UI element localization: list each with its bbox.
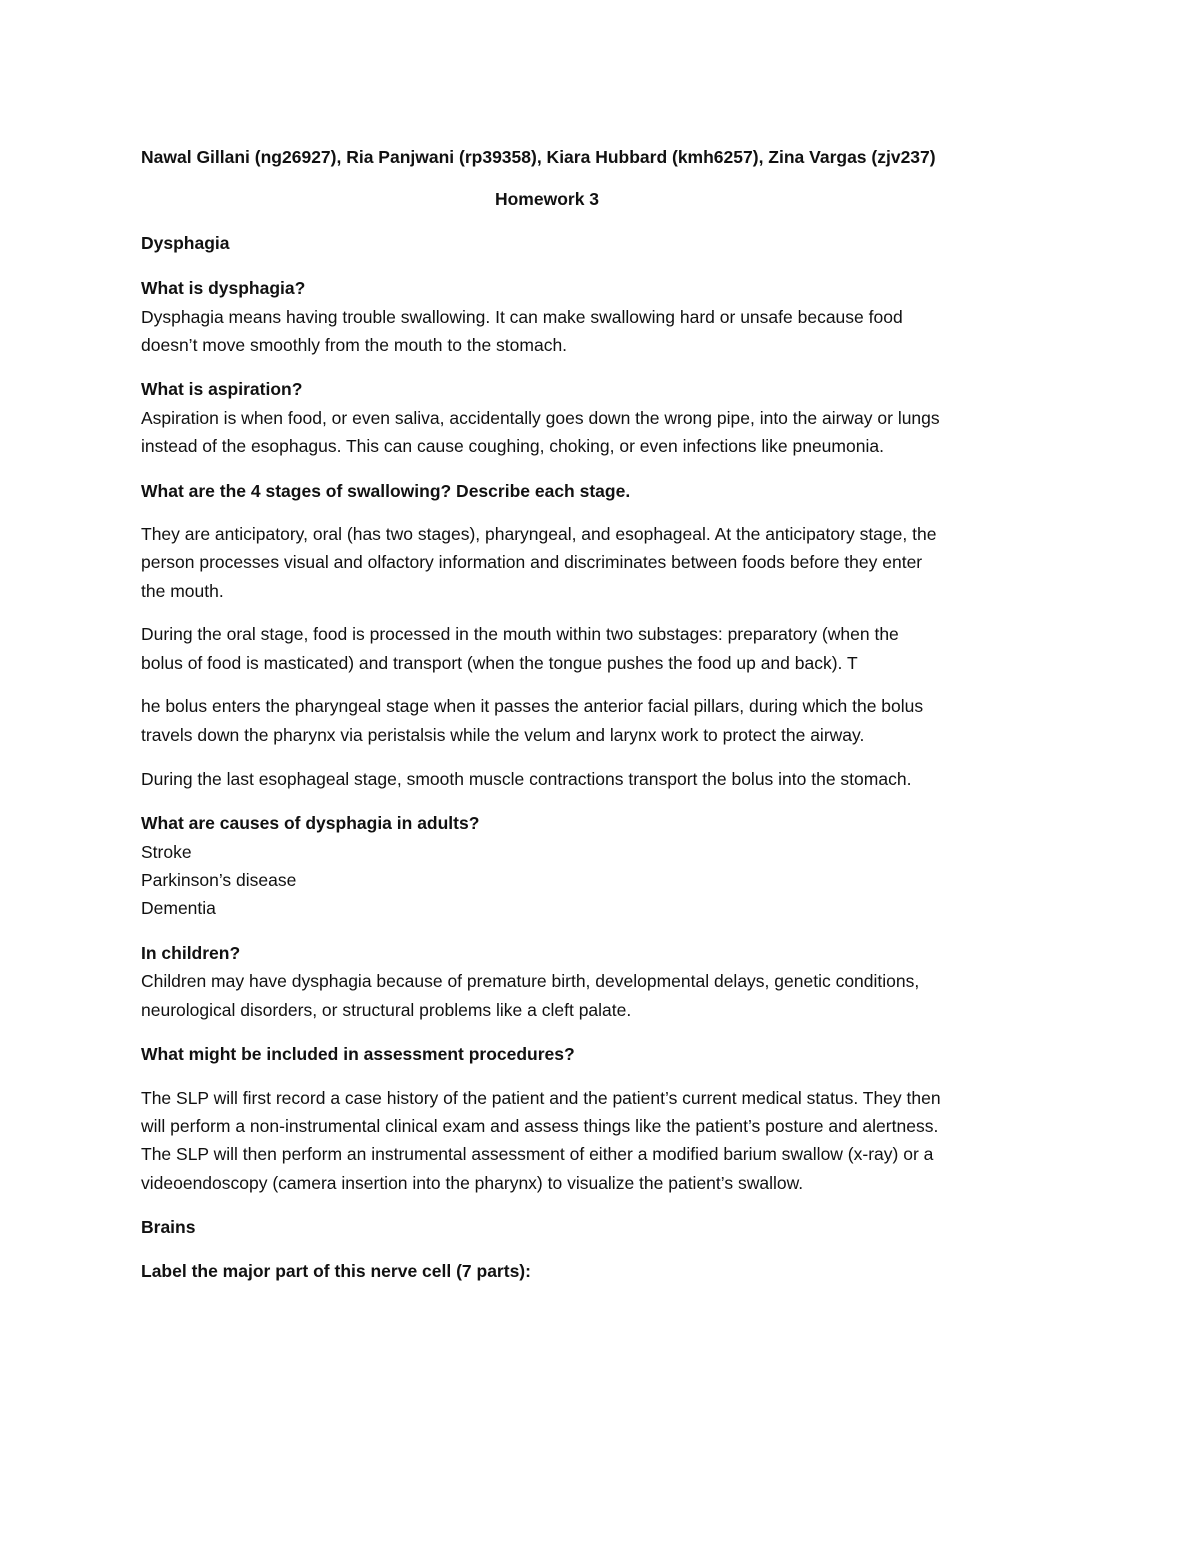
section-heading-brains: Brains	[141, 1217, 196, 1237]
question-causes-adults: What are causes of dysphagia in adults?	[141, 813, 480, 833]
answer-line: Children may have dysphagia because of premature birth, developmental delays, genetic conditions,	[141, 971, 920, 991]
answer-line: videoendoscopy (camera insertion into the pharynx) to visualize the patient’s swallow.	[141, 1173, 804, 1193]
answer-line: neurological disorders, or structural problems like a cleft palate.	[141, 1000, 632, 1020]
answer-line: doesn’t move smoothly from the mouth to the stomach.	[141, 335, 568, 355]
answer-line: the mouth.	[141, 581, 224, 601]
section-heading-dysphagia: Dysphagia	[141, 233, 230, 253]
question-what-is-aspiration: What is aspiration?	[141, 379, 303, 399]
list-item: Parkinson’s disease	[141, 870, 297, 890]
answer-line: The SLP will first record a case history of the patient and the patient’s current medical status. They then	[141, 1088, 941, 1108]
question-assessment-procedures: What might be included in assessment procedures?	[141, 1044, 575, 1064]
question-stages-of-swallowing: What are the 4 stages of swallowing? Describe each stage.	[141, 481, 631, 501]
authors-line: Nawal Gillani (ng26927), Ria Panjwani (rp39358), Kiara Hubbard (kmh6257), Zina Vargas (zjv237)	[141, 147, 936, 167]
question-label-nerve-cell: Label the major part of this nerve cell (7 parts):	[141, 1261, 531, 1281]
document-title: Homework 3	[494, 189, 600, 209]
answer-line: They are anticipatory, oral (has two stages), pharyngeal, and esophageal. At the anticipatory stage, the	[141, 524, 937, 544]
question-in-children: In children?	[141, 943, 241, 963]
answer-line: will perform a non-instrumental clinical exam and assess things like the patient’s posture and alertness.	[141, 1116, 939, 1136]
answer-line: Dysphagia means having trouble swallowing. It can make swallowing hard or unsafe because food	[141, 307, 903, 327]
document-page	[141, 0, 1061, 1553]
answer-line: During the last esophageal stage, smooth muscle contractions transport the bolus into the stomach.	[141, 769, 912, 789]
list-item: Dementia	[141, 898, 216, 918]
list-item: Stroke	[141, 842, 192, 862]
answer-line: person processes visual and olfactory information and discriminates between foods before they enter	[141, 552, 923, 572]
question-what-is-dysphagia: What is dysphagia?	[141, 278, 306, 298]
answer-line: travels down the pharynx via peristalsis while the velum and larynx work to protect the airway.	[141, 725, 865, 745]
answer-line: Aspiration is when food, or even saliva, accidentally goes down the wrong pipe, into the airway or lungs	[141, 408, 940, 428]
answer-line: During the oral stage, food is processed in the mouth within two substages: preparatory (when the	[141, 624, 899, 644]
answer-line: The SLP will then perform an instrumental assessment of either a modified barium swallow (x-ray) or a	[141, 1144, 934, 1164]
answer-line: bolus of food is masticated) and transport (when the tongue pushes the food up and back). T	[141, 653, 858, 673]
answer-line: he bolus enters the pharyngeal stage when it passes the anterior facial pillars, during which the bolus	[141, 696, 924, 716]
answer-line: instead of the esophagus. This can cause coughing, choking, or even infections like pneumonia.	[141, 436, 884, 456]
